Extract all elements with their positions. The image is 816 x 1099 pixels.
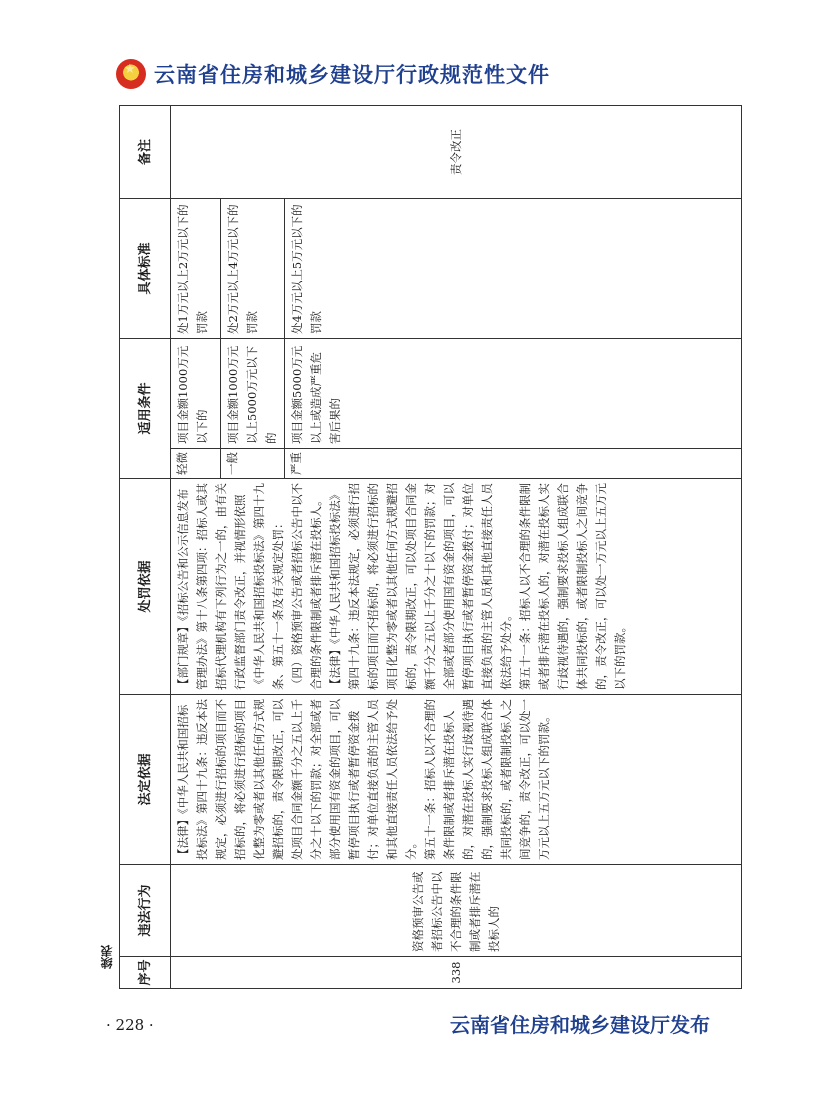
table-header-row (120, 105, 171, 988)
col-header-seq: 序号 (120, 957, 171, 989)
table-continued-label: 续表 (100, 945, 114, 969)
level-general: 一般 (221, 449, 285, 479)
standard-minor: 处1万元以上2万元以下的罚款 (171, 198, 221, 338)
legal-basis-cell (171, 695, 742, 865)
footer-publisher: 云南省住房和城乡建设厅发布 (450, 1013, 710, 1037)
penalty-basis-paragraph: 【法律】《中华人民共和国招标投标法》第四十九条：违反本法规定，必须进行招标的项目而不招标的，将必须进行招标的项目化整为零或者以其他任何方式规避招标的，责令限期改正，可以处项目合同金额千分之五以上千分之十以下的罚款；对全部或者部分使用国有资金的项目，可以暂停项目执行或者暂停资金拨付；对单位直接负责的主管人员和其他直接责任人员依法给予处分。 (328, 483, 513, 690)
page-header (116, 56, 550, 92)
level-minor: 轻微 (171, 449, 221, 479)
col-header-standard: 具体标准 (120, 198, 171, 338)
rotated-table-container (119, 106, 742, 989)
col-header-penalty-basis: 处罚依据 (120, 479, 171, 695)
page-number: · 228 · (106, 1016, 154, 1034)
standard-serious: 处4万元以上5万元以下的罚款 (285, 198, 742, 338)
col-header-remark: 备注 (120, 105, 171, 198)
national-emblem-icon (116, 59, 146, 89)
condition-minor: 项目金额1000万元以下的 (171, 338, 221, 448)
remark-cell: 责令改正 (171, 105, 742, 198)
level-serious: 严重 (285, 449, 742, 479)
violation-cell: 资格预审公告或者招标公告中以不合理的条件限制或者排斥潜在投标人的 (171, 865, 742, 957)
seq-cell: 338 (171, 957, 742, 989)
col-header-condition: 适用条件 (120, 338, 171, 478)
standard-general: 处2万元以上4万元以下的罚款 (221, 198, 285, 338)
col-header-act: 违法行为 (120, 865, 171, 957)
penalty-standard-table (119, 105, 742, 989)
table-row (171, 105, 221, 988)
col-header-legal-basis: 法定依据 (120, 695, 171, 865)
legal-basis-paragraph: 【法律】《中华人民共和国招标投标法》第四十九条：违反本法规定，必须进行招标的项目而不招标的，将必须进行招标的项目化整为零或者以其他任何方式规避招标的，责令限期改正，可以处项目合同金额千分之五以上千分之十以下的罚款；对全部或者部分使用国有资金的项目，可以暂停项目执行或者暂停资金拨付；对单位直接负责的主管人员和其他直接责任人员依法给予处分。 (176, 699, 418, 860)
header-title: 云南省住房和城乡建设厅行政规范性文件 (154, 63, 550, 87)
penalty-basis-cell (171, 479, 742, 695)
condition-serious: 项目金额5000万元以上或造成严重危害后果的 (285, 338, 742, 448)
legal-basis-paragraph: 第五十一条：招标人以不合理的条件限制或者排斥潜在投标人的，对潜在投标人实行歧视待遇的，强制要求投标人组成联合体共同投标的，或者限制投标人之间竞争的，责令改正，可以处一万元以上五万元以下的罚款。 (423, 699, 551, 860)
penalty-basis-paragraph: 【部门规章】《招标公告和公示信息发布管理办法》第十八条第四项：招标人或其招标代理机构有下列行为之一的，由有关行政监督部门责令改正，并视情形依照《中华人民共和国招标投标法》第四十九条、第五十一条及有关规定处罚： (176, 483, 285, 690)
penalty-basis-paragraph: 第五十一条：招标人以不合理的条件限制或者排斥潜在投标人的，对潜在投标人实行歧视待遇的，强制要求投标人组成联合体共同投标的，或者限制投标人之间竞争的，责令改正，可以处一万元以上五万元以下的罚款。 (518, 483, 627, 690)
condition-general: 项目金额1000万元以上5000万元以下的 (221, 338, 285, 448)
penalty-basis-paragraph: （四）资格预审公告或者招标公告中以不合理的条件限制或者排斥潜在投标人。 (290, 483, 323, 690)
